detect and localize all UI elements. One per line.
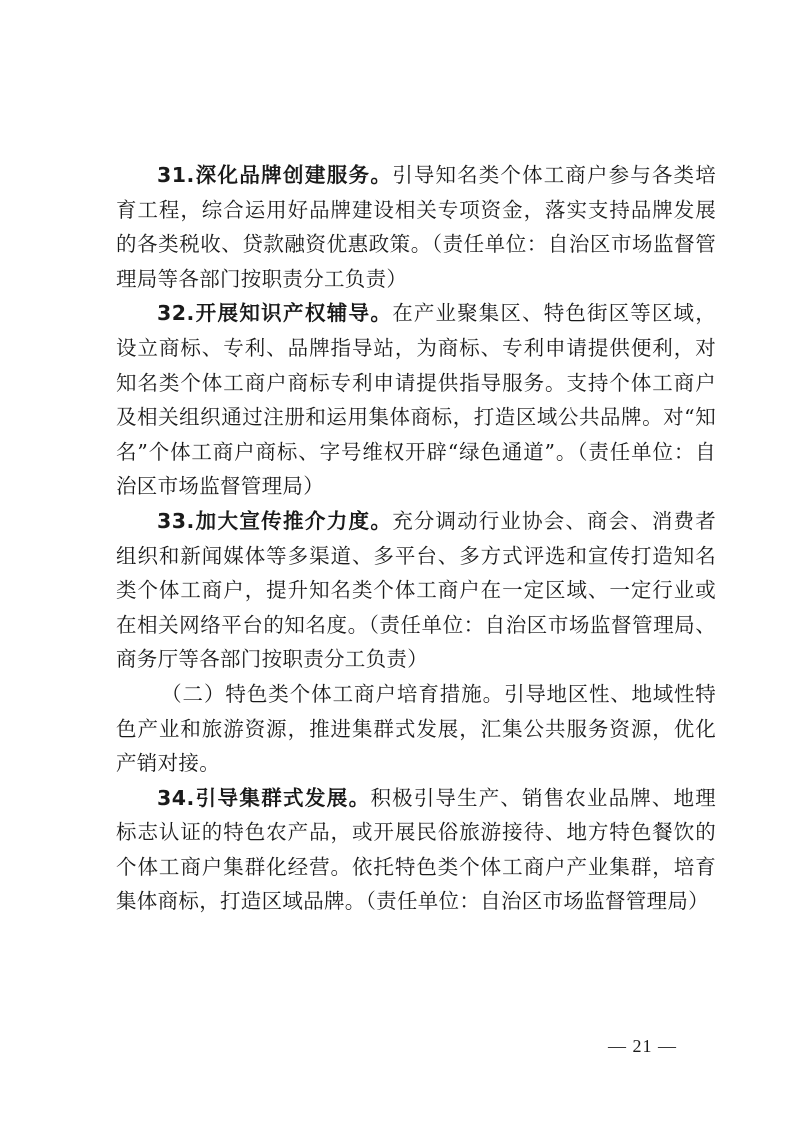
paragraph-heading: 34.引导集群式发展。	[157, 785, 371, 810]
paragraph-text: 充分调动行业协会、商会、消费者组织和新闻媒体等多渠道、多平台、多方式评选和宣传打造知名类个体工商户，提升知名类个体工商户在一定区域、一定行业或在相关网络平台的知名度。（责任单位：自治区市场监督管理局、商务厅等各部门按职责分工负责）	[116, 508, 717, 672]
paragraph-text: 在产业聚集区、特色街区等区域，设立商标、专利、品牌指导站，为商标、专利申请提供便利，对知名类个体工商户商标专利申请提供指导服务。支持个体工商户及相关组织通过注册和运用集体商标，打造区域公共品牌。对“知名”个体工商户商标、字号维权开辟“绿色通道”。（责任单位：自治区市场监督管理局）	[116, 301, 717, 499]
paragraph-32	[116, 296, 716, 504]
section-heading: （二）特色类个体工商户培育措施。	[161, 681, 505, 706]
document-body	[116, 158, 716, 919]
paragraph-heading: 33.加大宣传推介力度。	[157, 508, 393, 533]
paragraph-33	[116, 504, 716, 677]
paragraph-text: 积极引导生产、销售农业品牌、地理标志认证的特色农产品，或开展民俗旅游接待、地方特色餐饮的个体工商户集群化经营。依托特色类个体工商户产业集群，培育集体商标，打造区域品牌。（责任单位：自治区市场监督管理局）	[116, 785, 716, 914]
section-heading-paragraph	[116, 677, 716, 781]
paragraph-31	[116, 158, 716, 296]
paragraph-heading: 32.开展知识产权辅导。	[157, 301, 393, 326]
page-number: — 21 —	[608, 1036, 677, 1056]
paragraph-text: 引导地区性、地域性特色产业和旅游资源，推进集群式发展，汇集公共服务资源，优化产销对接。	[116, 681, 717, 776]
paragraph-text: 引导知名类个体工商户参与各类培育工程，综合运用好品牌建设相关专项资金，落实支持品牌发展的各类税收、贷款融资优惠政策。（责任单位：自治区市场监督管理局等各部门按职责分工负责）	[116, 163, 717, 291]
paragraph-heading: 31.深化品牌创建服务。	[157, 163, 393, 187]
paragraph-34	[116, 781, 716, 919]
